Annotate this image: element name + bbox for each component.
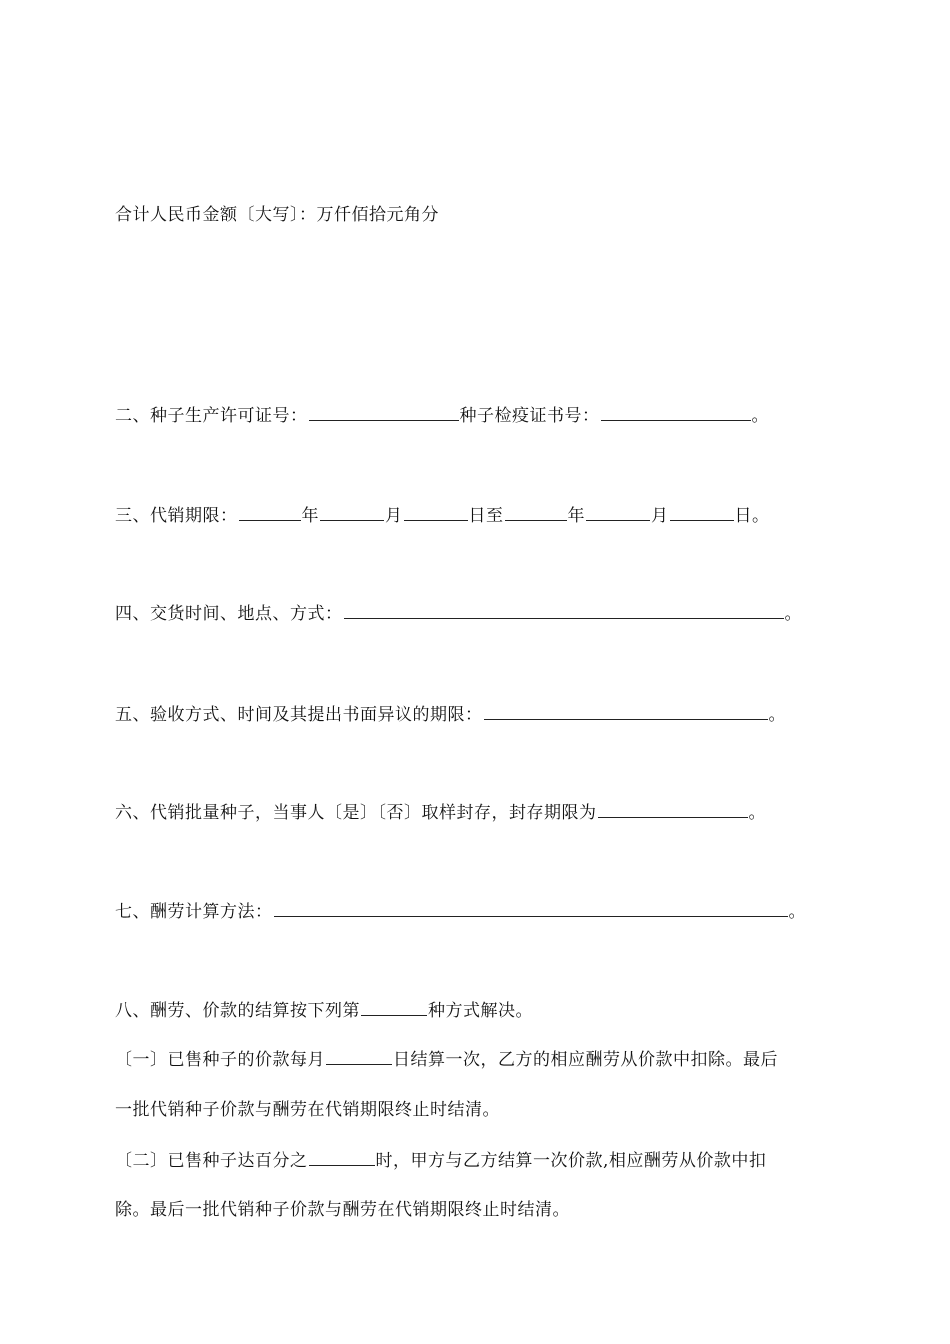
clause-5-suffix: 。: [768, 705, 786, 725]
clause-2-line: [115, 403, 769, 428]
remuneration-method-blank[interactable]: [274, 899, 788, 917]
clause-3-year1: 年: [301, 506, 319, 526]
clause-3-day2: 日。: [734, 506, 770, 526]
clause-3-prefix: 三、代销期限：: [115, 506, 238, 526]
clause-3-month1: 月: [385, 506, 403, 526]
clause-7-line: [115, 899, 806, 924]
clause-6-suffix: 。: [748, 803, 766, 823]
clause-6-prefix: 六、代销批量种子，当事人〔是〕〔否〕取样封存，封存期限为: [115, 803, 597, 823]
clause-3-month2: 月: [651, 506, 669, 526]
clause-3-year2: 年: [567, 506, 585, 526]
start-month-blank[interactable]: [320, 503, 384, 521]
percentage-blank[interactable]: [309, 1148, 375, 1166]
end-day-blank[interactable]: [670, 503, 734, 521]
clause-8-option-1-line2: [115, 1098, 500, 1122]
clause-5-line: [115, 702, 786, 727]
clause-4-line: [115, 601, 802, 626]
clause-3-line: [115, 503, 770, 528]
monthly-settlement-day-blank[interactable]: [326, 1047, 392, 1065]
option-2-prefix: 〔二〕已售种子达百分之: [115, 1151, 308, 1171]
clause-8-prefix: 八、酬劳、价款的结算按下列第: [115, 1001, 360, 1021]
start-day-blank[interactable]: [404, 503, 468, 521]
quarantine-cert-blank[interactable]: [601, 403, 751, 421]
clause-6-line: [115, 800, 766, 825]
clause-8-option-2-line2: [115, 1198, 570, 1222]
sealing-period-blank[interactable]: [598, 800, 748, 818]
clause-2-suffix: 。: [751, 406, 769, 426]
total-amount-label: 合计人民币金额〔大写〕：万仟佰拾元角分: [115, 205, 439, 225]
option-1-prefix: 〔一〕已售种子的价款每月: [115, 1050, 325, 1070]
clause-8-option-2-line1: [115, 1148, 766, 1173]
end-year-blank[interactable]: [505, 503, 567, 521]
clause-8-line: [115, 998, 533, 1023]
clause-2-middle: 种子检疫证书号：: [459, 406, 600, 426]
option-2-suffix: 时，甲方与乙方结算一次价款,相应酬劳从价款中扣: [375, 1151, 767, 1171]
end-month-blank[interactable]: [586, 503, 650, 521]
clause-4-suffix: 。: [784, 604, 802, 624]
production-license-blank[interactable]: [309, 403, 459, 421]
option-2-line2: 除。最后一批代销种子价款与酬劳在代销期限终止时结清。: [115, 1200, 570, 1220]
clause-2-prefix: 二、种子生产许可证号：: [115, 406, 308, 426]
start-year-blank[interactable]: [239, 503, 301, 521]
clause-7-prefix: 七、酬劳计算方法：: [115, 902, 273, 922]
clause-3-day1-to: 日至: [468, 506, 504, 526]
clause-5-prefix: 五、验收方式、时间及其提出书面异议的期限：: [115, 705, 483, 725]
clause-7-suffix: 。: [788, 902, 806, 922]
clause-8-option-1-line1: [115, 1047, 778, 1072]
clause-4-prefix: 四、交货时间、地点、方式：: [115, 604, 343, 624]
settlement-method-blank[interactable]: [361, 998, 427, 1016]
acceptance-terms-blank[interactable]: [484, 702, 768, 720]
option-1-line2: 一批代销种子价款与酬劳在代销期限终止时结清。: [115, 1100, 500, 1120]
clause-8-suffix: 种方式解决。: [428, 1001, 533, 1021]
delivery-details-blank[interactable]: [344, 601, 784, 619]
option-1-suffix: 日结算一次，乙方的相应酬劳从价款中扣除。最后: [393, 1050, 778, 1070]
total-amount-line: [115, 203, 439, 227]
